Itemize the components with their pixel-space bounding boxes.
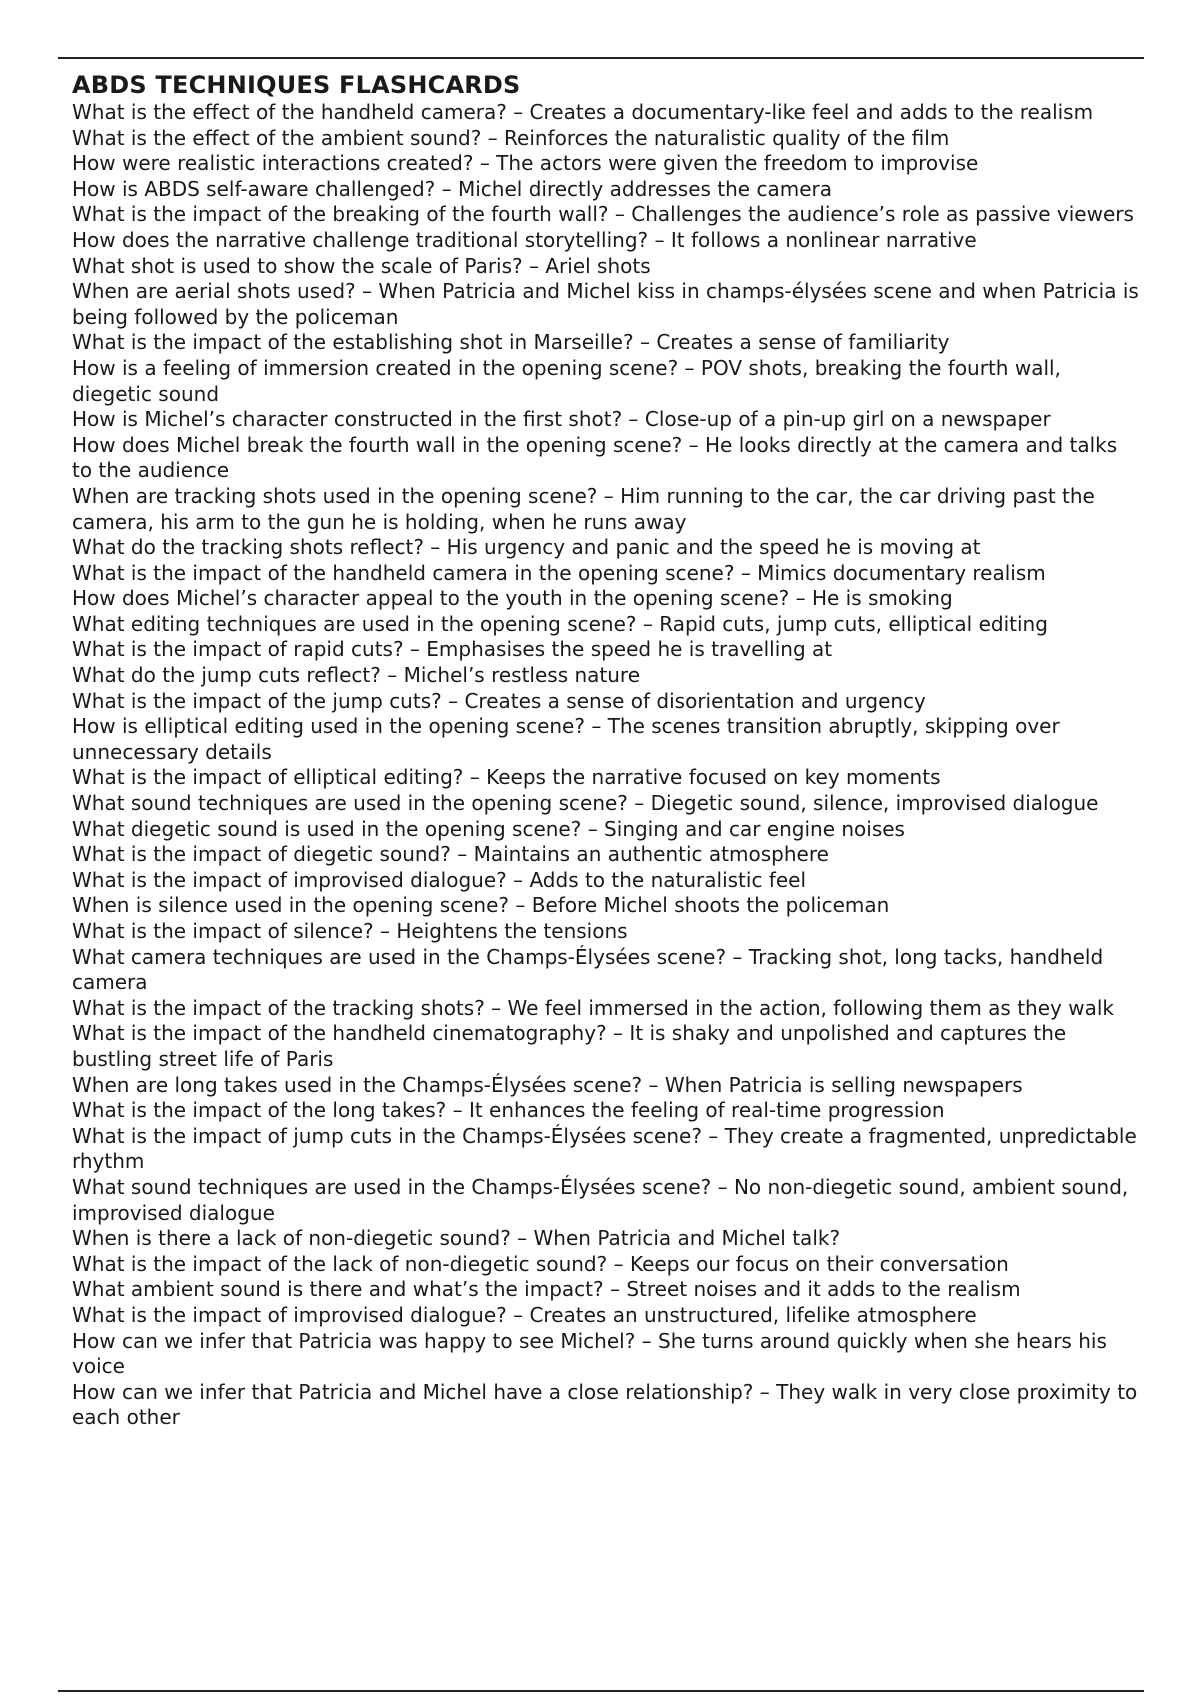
- flashcard-item: What do the tracking shots reflect? – His urgency and panic and the speed he is moving at: [72, 535, 981, 560]
- flashcard-item: What is the impact of rapid cuts? – Emphasises the speed he is travelling at: [72, 637, 833, 662]
- flashcard-item: What is the impact of improvised dialogue? – Creates an unstructured, lifelike atmosphere: [72, 1302, 977, 1327]
- flashcard-item: When is there a lack of non-diegetic sound? – When Patricia and Michel talk?: [72, 1226, 841, 1251]
- flashcard-item: What camera techniques are used in the Champs-Élysées scene? – Tracking shot, long tacks, handheld camera: [72, 944, 1104, 995]
- flashcard-item: What ambient sound is there and what’s the impact? – Street noises and it adds to the realism: [72, 1277, 1021, 1302]
- flashcard-item: What is the impact of the tracking shots? – We feel immersed in the action, following them as they walk: [72, 995, 1114, 1020]
- flashcard-item: What is the impact of the handheld camera in the opening scene? – Mimics documentary realism: [72, 560, 1046, 585]
- flashcard-item: What is the impact of the long takes? – It enhances the feeling of real-time progression: [72, 1098, 945, 1123]
- top-rule: [58, 57, 1144, 59]
- flashcard-item: When are aerial shots used? – When Patricia and Michel kiss in champs-élysées scene and when Patricia is being followed by the policeman: [72, 279, 1139, 329]
- flashcard-item: How does the narrative challenge traditional storytelling? – It follows a nonlinear narrative: [72, 227, 977, 252]
- flashcard-item: What is the effect of the handheld camera? – Creates a documentary-like feel and adds to the realism: [72, 100, 1094, 124]
- flashcard-item: What is the impact of silence? – Heightens the tensions: [72, 919, 628, 943]
- flashcard-item: When is silence used in the opening scene? – Before Michel shoots the policeman: [72, 893, 890, 918]
- flashcard-item: How can we infer that Patricia and Michel have a close relationship? – They walk in very close proximity to each other: [72, 1379, 1138, 1430]
- flashcard-item: How is Michel’s character constructed in the first shot? – Close-up of a pin-up girl on a newspaper: [72, 407, 1051, 432]
- flashcard-item: What sound techniques are used in the opening scene? – Diegetic sound, silence, improvised dialogue: [72, 791, 1099, 816]
- flashcard-list: [72, 100, 1142, 1431]
- flashcard-item: What is the impact of the lack of non-diegetic sound? – Keeps our focus on their conversation: [72, 1251, 1009, 1276]
- flashcard-item: What is the effect of the ambient sound? – Reinforces the naturalistic quality of the film: [72, 125, 950, 150]
- document-body: [72, 70, 1142, 1431]
- flashcard-item: How is a feeling of immersion created in the opening scene? – POV shots, breaking the fourth wall, diegetic sound: [72, 355, 1061, 406]
- flashcard-item: What shot is used to show the scale of Paris? – Ariel shots: [72, 253, 651, 278]
- flashcard-item: When are long takes used in the Champs-Élysées scene? – When Patricia is selling newspapers: [72, 1072, 1023, 1097]
- flashcard-item: What is the impact of the handheld cinematography? – It is shaky and unpolished and captures the bustling street life of Paris: [72, 1021, 1067, 1071]
- flashcard-item: What editing techniques are used in the opening scene? – Rapid cuts, jump cuts, elliptical editing: [72, 611, 1048, 636]
- bottom-rule: [58, 1690, 1144, 1692]
- flashcard-item: How were realistic interactions created? – The actors were given the freedom to improvise: [72, 151, 979, 176]
- flashcard-item: How does Michel break the fourth wall in the opening scene? – He looks directly at the camera and talks to the audience: [72, 432, 1118, 483]
- flashcard-item: What is the impact of the establishing shot in Marseille? – Creates a sense of familiarity: [72, 330, 950, 355]
- flashcard-item: What diegetic sound is used in the opening scene? – Singing and car engine noises: [72, 816, 905, 841]
- flashcard-item: How can we infer that Patricia was happy to see Michel? – She turns around quickly when she hears his voice: [72, 1328, 1107, 1379]
- flashcard-item: What is the impact of improvised dialogue? – Adds to the naturalistic feel: [72, 867, 807, 892]
- flashcard-item: What do the jump cuts reflect? – Michel’s restless nature: [72, 663, 641, 688]
- flashcard-item: What is the impact of the jump cuts? – Creates a sense of disorientation and urgency: [72, 688, 926, 713]
- flashcard-item: How does Michel’s character appeal to the youth in the opening scene? – He is smoking: [72, 586, 953, 611]
- flashcard-item: How is ABDS self-aware challenged? – Michel directly addresses the camera: [72, 176, 832, 201]
- flashcard-item: What is the impact of diegetic sound? – Maintains an authentic atmosphere: [72, 842, 829, 867]
- flashcard-item: What is the impact of elliptical editing? – Keeps the narrative focused on key moments: [72, 765, 941, 790]
- document-title: ABDS TECHNIQUES FLASHCARDS: [72, 71, 521, 99]
- flashcard-item: What is the impact of the breaking of the fourth wall? – Challenges the audience’s role as passive viewers: [72, 202, 1134, 227]
- flashcard-item: What sound techniques are used in the Champs-Élysées scene? – No non-diegetic sound, ambient sound, improvised dialogue: [72, 1174, 1129, 1225]
- flashcard-item: When are tracking shots used in the opening scene? – Him running to the car, the car driving past the camera, his arm to the gun he is holding, when he runs away: [72, 483, 1095, 534]
- flashcard-item: How is elliptical editing used in the opening scene? – The scenes transition abruptly, skipping over unnecessary details: [72, 714, 1060, 764]
- flashcard-item: What is the impact of jump cuts in the Champs-Élysées scene? – They create a fragmented, unpredictable rhythm: [72, 1123, 1137, 1174]
